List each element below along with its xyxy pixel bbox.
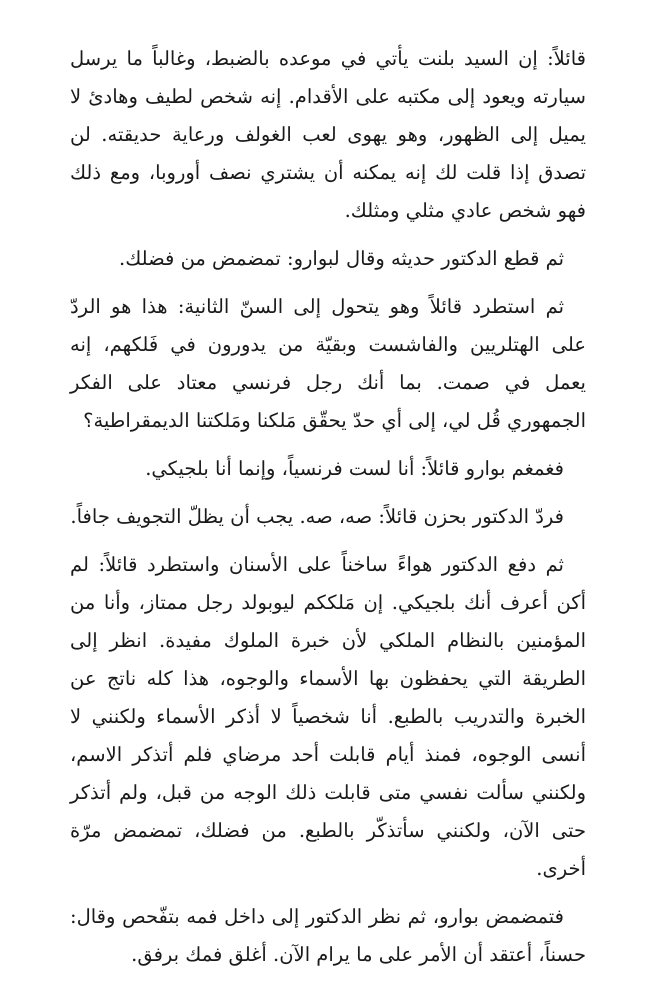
paragraph-5: فردّ الدكتور بحزن قائلاً: صه، صه. يجب أن يظلّ التجويف جافاً. xyxy=(70,505,564,528)
paragraph-2: ثم قطع الدكتور حديثه وقال لبوارو: تمضمض من فضلك. xyxy=(119,247,564,270)
paragraph-3: ثم استطرد قائلاً وهو يتحول إلى السنّ الثانية: هذا هو الردّ على الهتلريين والفاشست وبقيّة من يدورون في فَلكهم، إنه يعمل في صمت. بما أنك رجل فرنسي معتاد على الفكر الجمهوري قُل لي، إلى أي حدّ يحقّق مَلكنا ومَلكتنا الديمقراطية؟ xyxy=(70,295,586,432)
paragraph-7: فتمضمض بوارو، ثم نظر الدكتور إلى داخل فمه بتفّحص وقال: حسناً، أعتقد أن الأمر على ما يرام الآن. أغلق فمك برفق. xyxy=(70,905,586,966)
paragraph-4: فغمغم بوارو قائلاً: أنا لست فرنسياً، وإنما أنا بلجيكي. xyxy=(145,457,564,480)
paragraph-1: قائلاً: إن السيد بلنت يأتي في موعده بالضبط، وغالباً ما يرسل سيارته ويعود إلى مكتبه على الأقدام. إنه شخص لطيف وهادئ لا يميل إلى الظهور، وهو يهوى لعب الغولف ورعاية حديقته. لن تصدق إذا قلت لك إنه يمكنه أن يشتري نصف أوروبا، ومع ذلك فهو شخص عادي مثلي ومثلك. xyxy=(70,47,586,222)
book-page xyxy=(70,40,586,984)
paragraph-6: ثم دفع الدكتور هواءً ساخناً على الأسنان واستطرد قائلاً: لم أكن أعرف أنك بلجيكي. إن مَلككم ليوبولد رجل ممتاز، وأنا من المؤمنين بالنظام الملكي لأن خبرة الملوك مفيدة. انظر إلى الطريقة التي يحفظون بها الأسماء والوجوه، هذا كله ناتج عن الخبرة والتدريب بالطبع. أنا شخصياً لا أذكر الأسماء ولكنني لا أنسى الوجوه، فمنذ أيام قابلت أحد مرضاي فلم أتذكر الاسم، ولكنني سألت نفسي متى قابلت ذلك الوجه من قبل، ولم أتذكر حتى الآن، ولكنني سأتذكّر بالطبع. من فضلك، تمضمض مرّة أخرى. xyxy=(70,553,586,880)
